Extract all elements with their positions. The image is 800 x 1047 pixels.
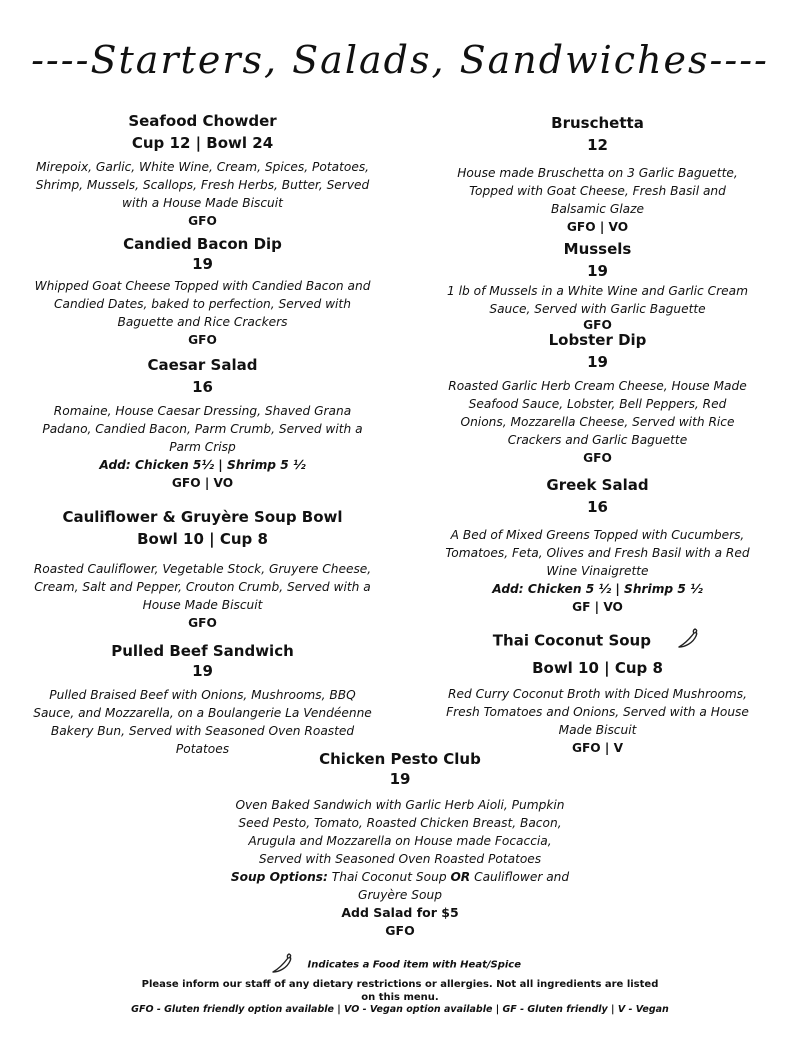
item-description: Romaine, House Caesar Dressing, Shaved Grana Padano, Candied Bacon, Parm Crumb, Served with a Parm Crisp (42, 404, 363, 454)
item-description: Pulled Braised Beef with Onions, Mushrooms, BBQ Sauce, and Mozzarella, on a Boulangerie La Vendéenne Bakery Bun, Served with Seasoned Oven Roasted Potatoes (33, 688, 372, 756)
item-name: Caesar Salad (147, 356, 258, 374)
item-price: 19 (587, 353, 608, 371)
item-tag: GFO | VO (566, 220, 629, 234)
item-name: Greek Salad (546, 476, 649, 494)
item-price: 19 (192, 662, 213, 680)
item-tag: GFO (188, 214, 217, 228)
legend-text: Indicates a Food item with Heat/Spice (307, 959, 522, 971)
soup-option-b: Cauliflower and Gruyère Soup (358, 870, 570, 902)
item-tag: GFO | VO (171, 476, 234, 490)
item-tag: GF | VO (572, 600, 623, 614)
soup-option-a: Thai Coconut Soup (331, 870, 447, 884)
item-name: Mussels (563, 240, 632, 258)
menu-item-caesar-salad (30, 354, 375, 492)
item-tag: GFO (188, 616, 217, 630)
item-price: 16 (192, 378, 213, 396)
menu-item-lobster-dip (445, 329, 750, 467)
item-description: Oven Baked Sandwich with Garlic Herb Aioli, Pumpkin Seed Pesto, Tomato, Roasted Chicken Breast, Bacon, Arugula and Mozzarella on House made Focaccia, Served with Seasoned Oven Roasted Potatoes (235, 798, 565, 866)
item-name: Seafood Chowder (128, 112, 277, 130)
item-addon: Add: Chicken 5 ½ | Shrimp 5 ½ (492, 582, 703, 596)
menu-item-seafood-chowder (30, 110, 375, 230)
item-price: 19 (587, 262, 608, 280)
item-price: 19 (192, 255, 213, 273)
menu-title: ----Starters, Salads, Sandwiches---- (31, 38, 769, 82)
item-tag: GFO (385, 923, 415, 938)
soup-options-label: Soup Options: (230, 870, 328, 884)
item-price: 19 (389, 770, 411, 788)
item-addon: Add: Chicken 5½ | Shrimp 5 ½ (99, 458, 306, 472)
menu-item-mussels (445, 238, 750, 332)
item-name: Chicken Pesto Club (319, 750, 481, 768)
item-tag: GFO (188, 333, 217, 347)
menu-item-candied-bacon-dip (30, 233, 375, 349)
item-name: Lobster Dip (548, 331, 647, 349)
menu-item-cauliflower-soup (30, 506, 375, 632)
item-name: Thai Coconut Soup (492, 631, 651, 650)
chili-pepper-icon (270, 950, 296, 979)
item-name: Bruschetta (551, 114, 644, 132)
item-description: Roasted Garlic Herb Cream Cheese, House Made Seafood Sauce, Lobster, Bell Peppers, Red Onions, Mozzarella Cheese, Served with Rice Crackers and Garlic Baguette (448, 379, 747, 447)
item-description: Mirepoix, Garlic, White Wine, Cream, Spices, Potatoes, Shrimp, Mussels, Scallops, Fresh Herbs, Butter, Served with a House Made Biscuit (35, 160, 370, 210)
item-description: Roasted Cauliflower, Vegetable Stock, Gruyere Cheese, Cream, Salt and Pepper, Crouton Crumb, Served with a House Made Biscuit (33, 562, 372, 612)
item-description: Red Curry Coconut Broth with Diced Mushrooms, Fresh Tomatoes and Onions, Served with a House Made Biscuit (446, 687, 749, 737)
item-price: 12 (587, 136, 608, 154)
item-description: A Bed of Mixed Greens Topped with Cucumbers, Tomatoes, Feta, Olives and Fresh Basil with a Red Wine Vinaigrette (445, 528, 750, 578)
menu-item-bruschetta (445, 112, 750, 236)
chili-pepper-icon (676, 625, 702, 657)
item-description: 1 lb of Mussels in a White Wine and Garlic Cream Sauce, Served with Garlic Baguette (447, 284, 748, 316)
add-salad: Add Salad for $5 (341, 905, 459, 920)
item-price: Bowl 10 | Cup 8 (532, 659, 663, 677)
item-price: 16 (587, 498, 608, 516)
item-tag: GFO | V (571, 741, 624, 755)
legend (270, 950, 521, 979)
item-description: Whipped Goat Cheese Topped with Candied Bacon and Candied Dates, baked to perfection, Served with Baguette and Rice Crackers (34, 279, 371, 329)
dietary-key: GFO - Gluten friendly option available | VO - Vegan option available | GF - Gluten friendly | V - Vegan (131, 1004, 669, 1015)
menu-item-pulled-beef-sandwich (30, 640, 375, 758)
item-name-row (445, 625, 750, 657)
item-price: Cup 12 | Bowl 24 (131, 134, 274, 152)
item-name: Pulled Beef Sandwich (111, 642, 294, 660)
item-name: Cauliflower & Gruyère Soup Bowl (62, 508, 343, 526)
soup-or: OR (450, 870, 471, 884)
soup-options (230, 868, 570, 904)
menu-item-thai-coconut-soup (445, 625, 750, 757)
allergy-notice: Please inform our staff of any dietary restrictions or allergies. Not all ingredients are listed on this menu. (141, 979, 659, 1003)
item-price: Bowl 10 | Cup 8 (137, 530, 268, 548)
item-description: House made Bruschetta on 3 Garlic Baguette, Topped with Goat Cheese, Fresh Basil and Balsamic Glaze (457, 166, 738, 216)
menu-item-greek-salad (445, 474, 750, 616)
menu-item-chicken-pesto-club (230, 748, 570, 940)
item-tag: GFO (583, 318, 612, 332)
item-name: Candied Bacon Dip (123, 235, 282, 253)
item-tag: GFO (583, 451, 612, 465)
